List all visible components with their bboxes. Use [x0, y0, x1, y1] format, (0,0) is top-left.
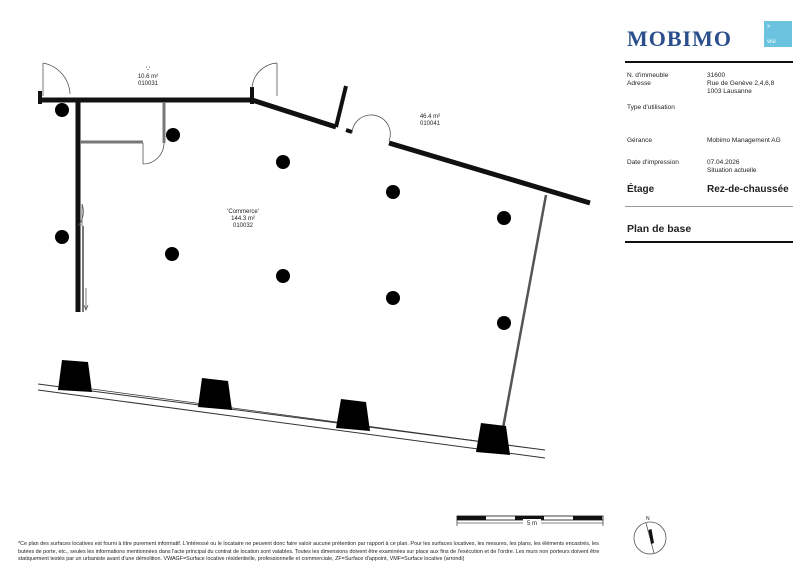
column [497, 211, 511, 225]
column [276, 155, 290, 169]
room-area: 144.3 m² [231, 216, 255, 222]
facade-pillar [198, 378, 232, 410]
door-top-right [252, 63, 277, 96]
field-value: Rue de Genève 2,4,6,8 [707, 80, 775, 87]
facade-line-2 [38, 390, 545, 458]
room-id: 010041 [419, 121, 441, 127]
column [276, 269, 290, 283]
disclaimer-text: *Ce plan des surfaces locatives est fourni à titre purement informatif. L'intéressé ou le locataire ne peuvent donc faire valoir aucune prétention par rapport à ce plan. Pour les surfaces locatives, les mesures, les plans, les éléments encastrés, les butées de porte, etc., seules les informations mentionnées dans l'acte principal du contrat de location sont valables. Toutes les dimensions doivent être examinées sur place aux fins de l'exécution et de l'ordre. Les murs non porteurs doivent être statiquement testés par un urbaniste avant d'une démolition. VWAGF=Surface locative résidentielle, professionnelle et commerciale, ZF=Surface d'appoint, VMF=Surface locative (arrondi) [18, 541, 600, 563]
column [497, 316, 511, 330]
door-top-left [43, 63, 70, 96]
divider [625, 206, 793, 207]
room-name: '-' [145, 67, 151, 73]
stair-arrow [84, 288, 88, 310]
wall-slant-long [389, 143, 590, 203]
field-value: 31600 [707, 72, 726, 79]
field-value: 1003 Lausanne [707, 88, 752, 95]
column [386, 291, 400, 305]
room-id: 010031 [137, 81, 159, 87]
wall-pillar [336, 86, 346, 127]
column [166, 128, 180, 142]
etage-label: Étage [627, 184, 655, 195]
visi-logo-icon [764, 21, 792, 47]
wall-right [503, 195, 546, 428]
door-entry-double [352, 115, 390, 141]
field-value: Situation actuelle [707, 167, 757, 174]
field-value: Mobimo Management AG [707, 137, 781, 144]
north-label: N [646, 516, 650, 522]
facade-pillar [476, 423, 510, 455]
scale-bar [457, 516, 603, 527]
field-label: Date d'impression [627, 159, 679, 166]
info-panel [615, 0, 800, 540]
room-name: 'Commerce' [227, 209, 259, 215]
column [55, 103, 69, 117]
field-value: 07.04.2026 [707, 159, 740, 166]
field-label: Gérance [627, 137, 652, 144]
etage-value: Rez-de-chaussée [707, 184, 789, 195]
brand-sub: visi [767, 39, 776, 45]
wall-slant-short [252, 100, 336, 127]
field-label: N. d'immeuble [627, 72, 669, 79]
room-area: 46.4 m² [419, 114, 441, 120]
field-label: Type d'utilisation [627, 104, 675, 111]
room-area: 10.6 m² [137, 74, 159, 80]
plan-title: Plan de base [627, 223, 692, 235]
divider [625, 241, 793, 243]
room-id: 010032 [232, 223, 254, 229]
brand-logo: MOBIMO [627, 26, 732, 51]
column [386, 185, 400, 199]
brand-mark: > [767, 24, 771, 30]
wall-slant-stub [346, 130, 352, 132]
column [165, 247, 179, 261]
divider [625, 61, 793, 63]
facade-pillar [58, 360, 92, 392]
door-partition [143, 143, 164, 164]
field-label: Adresse [627, 80, 651, 87]
scale-label: 5 m [526, 521, 538, 527]
column [55, 230, 69, 244]
facade-line-3 [92, 389, 477, 441]
facade-pillar [336, 399, 370, 431]
